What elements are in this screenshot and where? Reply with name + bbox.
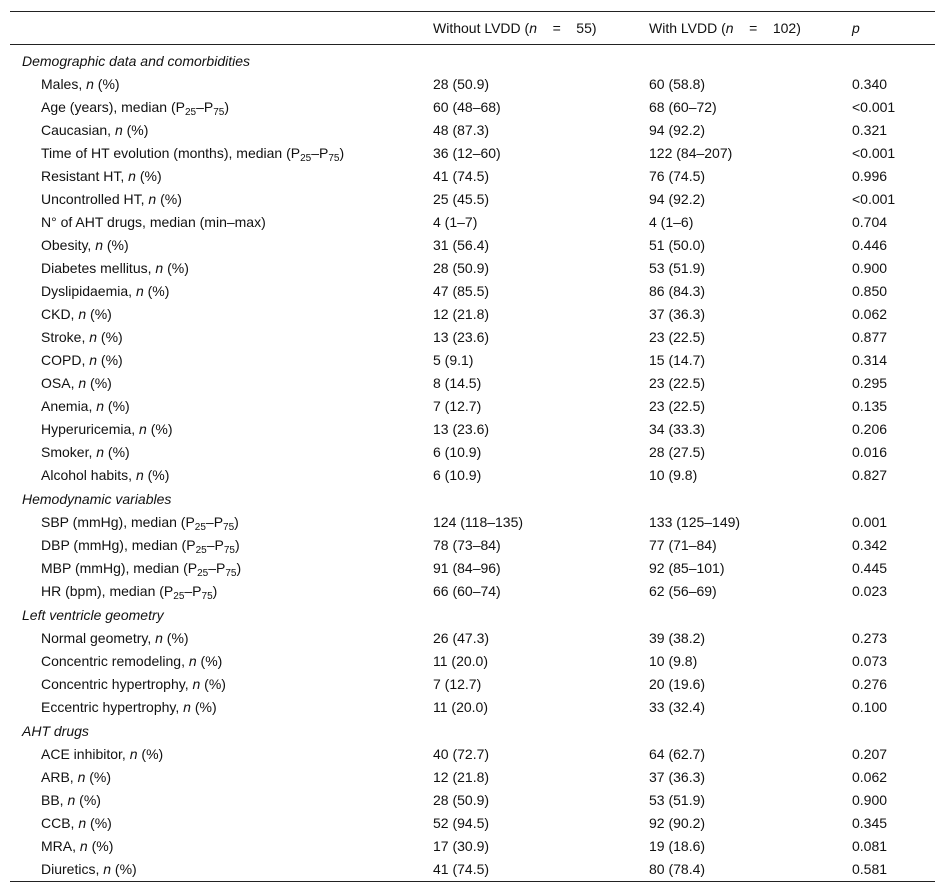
table-row xyxy=(10,96,935,119)
table-row xyxy=(10,441,935,464)
p-value: 0.900 xyxy=(852,792,888,808)
value-without-lvdd: 8 (14.5) xyxy=(433,375,482,391)
table-row xyxy=(10,580,935,603)
row-label: Uncontrolled HT, n (%) xyxy=(41,191,182,207)
value-without-lvdd: 28 (50.9) xyxy=(433,76,490,92)
row-label: HR (bpm), median $(P_{25}-P_{75})$ xyxy=(41,583,218,602)
p-value: <0.001 xyxy=(852,191,896,207)
value-with-lvdd: 20 (19.6) xyxy=(649,676,706,692)
row-label: Concentric remodeling, n (%) xyxy=(41,653,223,669)
section-header xyxy=(10,487,935,511)
value-with-lvdd: 23 (22.5) xyxy=(649,375,706,391)
table-row xyxy=(10,650,935,673)
table-row xyxy=(10,395,935,418)
table-row xyxy=(10,211,935,234)
value-with-lvdd: 10 (9.8) xyxy=(649,467,698,483)
row-label: Males, n (%) xyxy=(41,76,120,92)
p-value: 0.314 xyxy=(852,352,888,368)
value-with-lvdd: 133 (125–149) xyxy=(649,514,741,530)
p-value: 0.850 xyxy=(852,283,888,299)
value-without-lvdd: 11 (20.0) xyxy=(433,699,488,715)
value-without-lvdd: 13 (23.6) xyxy=(433,329,490,345)
row-label: Diuretics, n (%) xyxy=(41,861,137,877)
header-p-value: p xyxy=(852,20,860,36)
value-without-lvdd: 91 (84–96) xyxy=(433,560,501,576)
data-table xyxy=(10,11,935,882)
header-with-lvdd: With LVDD (n = 102) xyxy=(649,20,801,36)
table-row xyxy=(10,534,935,557)
row-label: CCB, n (%) xyxy=(41,815,112,831)
p-value: 0.273 xyxy=(852,630,888,646)
row-label: Normal geometry, n (%) xyxy=(41,630,189,646)
value-with-lvdd: 92 (85–101) xyxy=(649,560,725,576)
row-label: ARB, n (%) xyxy=(41,769,112,785)
table-body xyxy=(10,49,935,881)
p-value: 0.073 xyxy=(852,653,888,669)
row-label: CKD, n (%) xyxy=(41,306,112,322)
value-without-lvdd: 28 (50.9) xyxy=(433,260,490,276)
value-without-lvdd: 12 (21.8) xyxy=(433,306,490,322)
value-with-lvdd: 53 (51.9) xyxy=(649,792,706,808)
p-value: 0.446 xyxy=(852,237,888,253)
table-row xyxy=(10,511,935,534)
p-value: 0.827 xyxy=(852,467,888,483)
value-without-lvdd: 17 (30.9) xyxy=(433,838,490,854)
value-with-lvdd: 68 (60–72) xyxy=(649,99,717,115)
row-label: Anemia, n (%) xyxy=(41,398,130,414)
value-without-lvdd: 52 (94.5) xyxy=(433,815,490,831)
row-label: Eccentric hypertrophy, n (%) xyxy=(41,699,217,715)
table-row xyxy=(10,280,935,303)
table-row xyxy=(10,303,935,326)
value-with-lvdd: 86 (84.3) xyxy=(649,283,706,299)
row-label: MRA, n (%) xyxy=(41,838,114,854)
p-value: 0.276 xyxy=(852,676,888,692)
value-with-lvdd: 37 (36.3) xyxy=(649,306,706,322)
value-with-lvdd: 39 (38.2) xyxy=(649,630,706,646)
value-with-lvdd: 10 (9.8) xyxy=(649,653,698,669)
value-without-lvdd: 124 (118–135) xyxy=(433,514,524,530)
section-header xyxy=(10,49,935,73)
row-label: BB, n (%) xyxy=(41,792,101,808)
p-value: 0.135 xyxy=(852,398,888,414)
row-label: Time of HT evolution (months), median $(P_{25}-P_{75})$ xyxy=(41,145,345,164)
row-label: MBP (mmHg), median $(P_{25}-P_{75})$ xyxy=(41,560,242,579)
p-value: 0.001 xyxy=(852,514,888,530)
value-with-lvdd: 76 (74.5) xyxy=(649,168,706,184)
value-without-lvdd: 66 (60–74) xyxy=(433,583,501,599)
row-label: Concentric hypertrophy, n (%) xyxy=(41,676,226,692)
p-value: 0.445 xyxy=(852,560,888,576)
value-with-lvdd: 77 (71–84) xyxy=(649,537,717,553)
value-without-lvdd: 5 (9.1) xyxy=(433,352,474,368)
value-without-lvdd: 4 (1–7) xyxy=(433,214,478,230)
value-without-lvdd: 41 (74.5) xyxy=(433,168,490,184)
value-without-lvdd: 31 (56.4) xyxy=(433,237,490,253)
value-with-lvdd: 51 (50.0) xyxy=(649,237,706,253)
value-without-lvdd: 6 (10.9) xyxy=(433,444,482,460)
p-value: 0.321 xyxy=(852,122,888,138)
p-value: 0.023 xyxy=(852,583,888,599)
value-without-lvdd: 60 (48–68) xyxy=(433,99,501,115)
row-label: Dyslipidaemia, n (%) xyxy=(41,283,170,299)
p-value: 0.342 xyxy=(852,537,888,553)
value-with-lvdd: 33 (32.4) xyxy=(649,699,706,715)
row-label: Stroke, n (%) xyxy=(41,329,123,345)
value-without-lvdd: 13 (23.6) xyxy=(433,421,490,437)
value-without-lvdd: 36 (12–60) xyxy=(433,145,501,161)
table-row xyxy=(10,142,935,165)
value-without-lvdd: 26 (47.3) xyxy=(433,630,490,646)
value-without-lvdd: 25 (45.5) xyxy=(433,191,490,207)
header-without-lvdd: Without LVDD (n = 55) xyxy=(433,20,597,36)
row-label: COPD, n (%) xyxy=(41,352,123,368)
table-row xyxy=(10,165,935,188)
value-with-lvdd: 19 (18.6) xyxy=(649,838,706,854)
value-with-lvdd: 34 (33.3) xyxy=(649,421,706,437)
value-without-lvdd: 40 (72.7) xyxy=(433,746,490,762)
row-label: Alcohol habits, n (%) xyxy=(41,467,170,483)
value-with-lvdd: 23 (22.5) xyxy=(649,329,706,345)
table-row xyxy=(10,372,935,395)
p-value: 0.996 xyxy=(852,168,888,184)
table-row xyxy=(10,766,935,789)
row-label: Obesity, n (%) xyxy=(41,237,129,253)
p-value: 0.206 xyxy=(852,421,888,437)
p-value: 0.207 xyxy=(852,746,888,762)
value-with-lvdd: 4 (1–6) xyxy=(649,214,694,230)
value-with-lvdd: 62 (56–69) xyxy=(649,583,717,599)
value-without-lvdd: 41 (74.5) xyxy=(433,861,490,877)
p-value: 0.340 xyxy=(852,76,888,92)
value-without-lvdd: 47 (85.5) xyxy=(433,283,490,299)
row-label: Resistant HT, n (%) xyxy=(41,168,162,184)
value-with-lvdd: 60 (58.8) xyxy=(649,76,706,92)
table-row xyxy=(10,119,935,142)
value-with-lvdd: 23 (22.5) xyxy=(649,398,706,414)
p-value: 0.016 xyxy=(852,444,888,460)
value-with-lvdd: 94 (92.2) xyxy=(649,191,706,207)
value-with-lvdd: 122 (84–207) xyxy=(649,145,733,161)
table-header xyxy=(10,12,935,45)
table-row xyxy=(10,73,935,96)
value-without-lvdd: 11 (20.0) xyxy=(433,653,488,669)
value-without-lvdd: 78 (73–84) xyxy=(433,537,501,553)
table-row xyxy=(10,673,935,696)
table-row xyxy=(10,858,935,881)
table-row xyxy=(10,557,935,580)
value-with-lvdd: 28 (27.5) xyxy=(649,444,706,460)
row-label: N° of AHT drugs, median (min–max) xyxy=(41,214,266,230)
row-label: DBP (mmHg), median $(P_{25}-P_{75})$ xyxy=(41,537,240,556)
value-without-lvdd: 6 (10.9) xyxy=(433,467,482,483)
table-row xyxy=(10,835,935,858)
row-label: ACE inhibitor, n (%) xyxy=(41,746,164,762)
p-value: 0.062 xyxy=(852,306,888,322)
section-header xyxy=(10,719,935,743)
section-title: Left ventricle geometry xyxy=(22,607,164,623)
section-header xyxy=(10,603,935,627)
table-row xyxy=(10,257,935,280)
table-row xyxy=(10,188,935,211)
value-with-lvdd: 37 (36.3) xyxy=(649,769,706,785)
table-row xyxy=(10,349,935,372)
table-row xyxy=(10,789,935,812)
value-without-lvdd: 48 (87.3) xyxy=(433,122,490,138)
row-label: Diabetes mellitus, n (%) xyxy=(41,260,189,276)
p-value: 0.081 xyxy=(852,838,888,854)
p-value: <0.001 xyxy=(852,145,896,161)
row-label: OSA, n (%) xyxy=(41,375,112,391)
row-label: Smoker, n (%) xyxy=(41,444,130,460)
section-title: Hemodynamic variables xyxy=(22,491,172,507)
row-label: Caucasian, n (%) xyxy=(41,122,149,138)
p-value: 0.062 xyxy=(852,769,888,785)
table-row xyxy=(10,696,935,719)
table-row xyxy=(10,627,935,650)
section-title: Demographic data and comorbidities xyxy=(22,53,251,69)
p-value: <0.001 xyxy=(852,99,896,115)
value-with-lvdd: 92 (90.2) xyxy=(649,815,706,831)
p-value: 0.877 xyxy=(852,329,888,345)
value-with-lvdd: 53 (51.9) xyxy=(649,260,706,276)
value-with-lvdd: 64 (62.7) xyxy=(649,746,706,762)
p-value: 0.581 xyxy=(852,861,888,877)
p-value: 0.345 xyxy=(852,815,888,831)
p-value: 0.100 xyxy=(852,699,888,715)
table-row xyxy=(10,418,935,441)
table-row xyxy=(10,326,935,349)
value-without-lvdd: 7 (12.7) xyxy=(433,676,482,692)
value-with-lvdd: 80 (78.4) xyxy=(649,861,706,877)
table-row xyxy=(10,743,935,766)
p-value: 0.295 xyxy=(852,375,888,391)
value-with-lvdd: 15 (14.7) xyxy=(649,352,706,368)
value-with-lvdd: 94 (92.2) xyxy=(649,122,706,138)
p-value: 0.704 xyxy=(852,214,888,230)
table-row xyxy=(10,234,935,257)
row-label: Age (years), median $(P_{25}-P_{75})$ xyxy=(41,99,229,118)
table-row xyxy=(10,464,935,487)
value-without-lvdd: 28 (50.9) xyxy=(433,792,490,808)
p-value: 0.900 xyxy=(852,260,888,276)
value-without-lvdd: 7 (12.7) xyxy=(433,398,482,414)
table-row xyxy=(10,812,935,835)
row-label: Hyperuricemia, n (%) xyxy=(41,421,173,437)
value-without-lvdd: 12 (21.8) xyxy=(433,769,490,785)
section-title: AHT drugs xyxy=(22,723,89,739)
row-label: SBP (mmHg), median $(P_{25}-P_{75})$ xyxy=(41,514,239,533)
